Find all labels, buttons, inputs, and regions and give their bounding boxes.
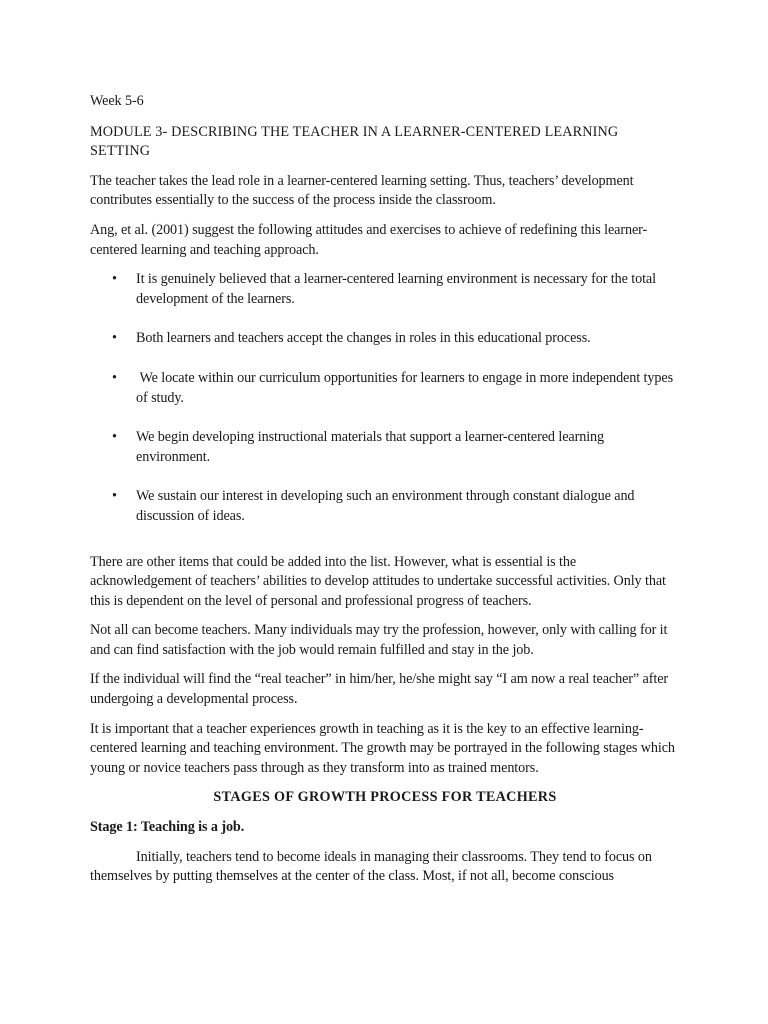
bullet-icon: •	[112, 330, 117, 347]
list-item-text: We begin developing instructional materials that support a learner-centered learning environment.	[136, 429, 605, 465]
list-item	[90, 270, 680, 309]
bullet-icon: •	[112, 369, 117, 386]
module-title: MODULE 3- DESCRIBING THE TEACHER IN A LEARNER-CENTERED LEARNING SETTING	[90, 123, 619, 160]
ang-intro-paragraph: Ang, et al. (2001) suggest the following attitudes and exercises to achieve of redefining this learner-centered learning and teaching approach.	[90, 221, 648, 258]
growth-paragraph: It is important that a teacher experiences growth in teaching as it is the key to an effective learning-centered learning and teaching environment. The growth may be portrayed in the following stages which young or novice teachers pass through as they transform into as trained mentors.	[90, 720, 675, 776]
document-page	[90, 92, 680, 887]
intro-paragraph: The teacher takes the lead role in a learner-centered learning setting. Thus, teachers’ development contributes essentially to the success of the process inside the classroom.	[90, 172, 634, 209]
not-all-paragraph: Not all can become teachers. Many individuals may try the profession, however, only with calling for it and can find satisfaction with the job would remain fulfilled and stay in the job.	[90, 622, 668, 658]
list-item	[90, 487, 680, 526]
list-item-text: It is genuinely believed that a learner-centered learning environment is necessary for the total development of the learners.	[136, 271, 656, 307]
list-item	[90, 369, 680, 408]
list-item-text: Both learners and teachers accept the changes in roles in this educational process.	[136, 330, 591, 347]
list-item	[90, 428, 680, 467]
attitudes-list	[90, 270, 680, 526]
stage-1-paragraph: Initially, teachers tend to become ideals in managing their classrooms. They tend to focus on themselves by putting themselves at the center of the class. Most, if not all, become conscious	[90, 848, 652, 885]
week-label: Week 5-6	[90, 93, 144, 109]
list-item-text: We sustain our interest in developing such an environment through constant dialogue and discussion of ideas.	[136, 488, 635, 524]
other-items-paragraph: There are other items that could be added into the list. However, what is essential is the acknowledgement of teachers’ abilities to develop attitudes to undertake successful activities. Only that this is dependent on the level of personal and professional progress of teachers.	[90, 553, 666, 609]
bullet-icon: •	[112, 271, 117, 288]
list-item-text: We locate within our curriculum opportunities for learners to engage in more independent types of study.	[136, 369, 677, 406]
real-teacher-paragraph: If the individual will find the “real teacher” in him/her, he/she might say “I am now a real teacher” after undergoing a developmental process.	[90, 671, 669, 708]
list-item	[90, 329, 680, 349]
stage-1-heading: Stage 1: Teaching is a job.	[90, 819, 245, 836]
section-heading: STAGES OF GROWTH PROCESS FOR TEACHERS	[213, 789, 557, 806]
bullet-icon: •	[112, 488, 117, 505]
bullet-icon: •	[112, 429, 117, 446]
